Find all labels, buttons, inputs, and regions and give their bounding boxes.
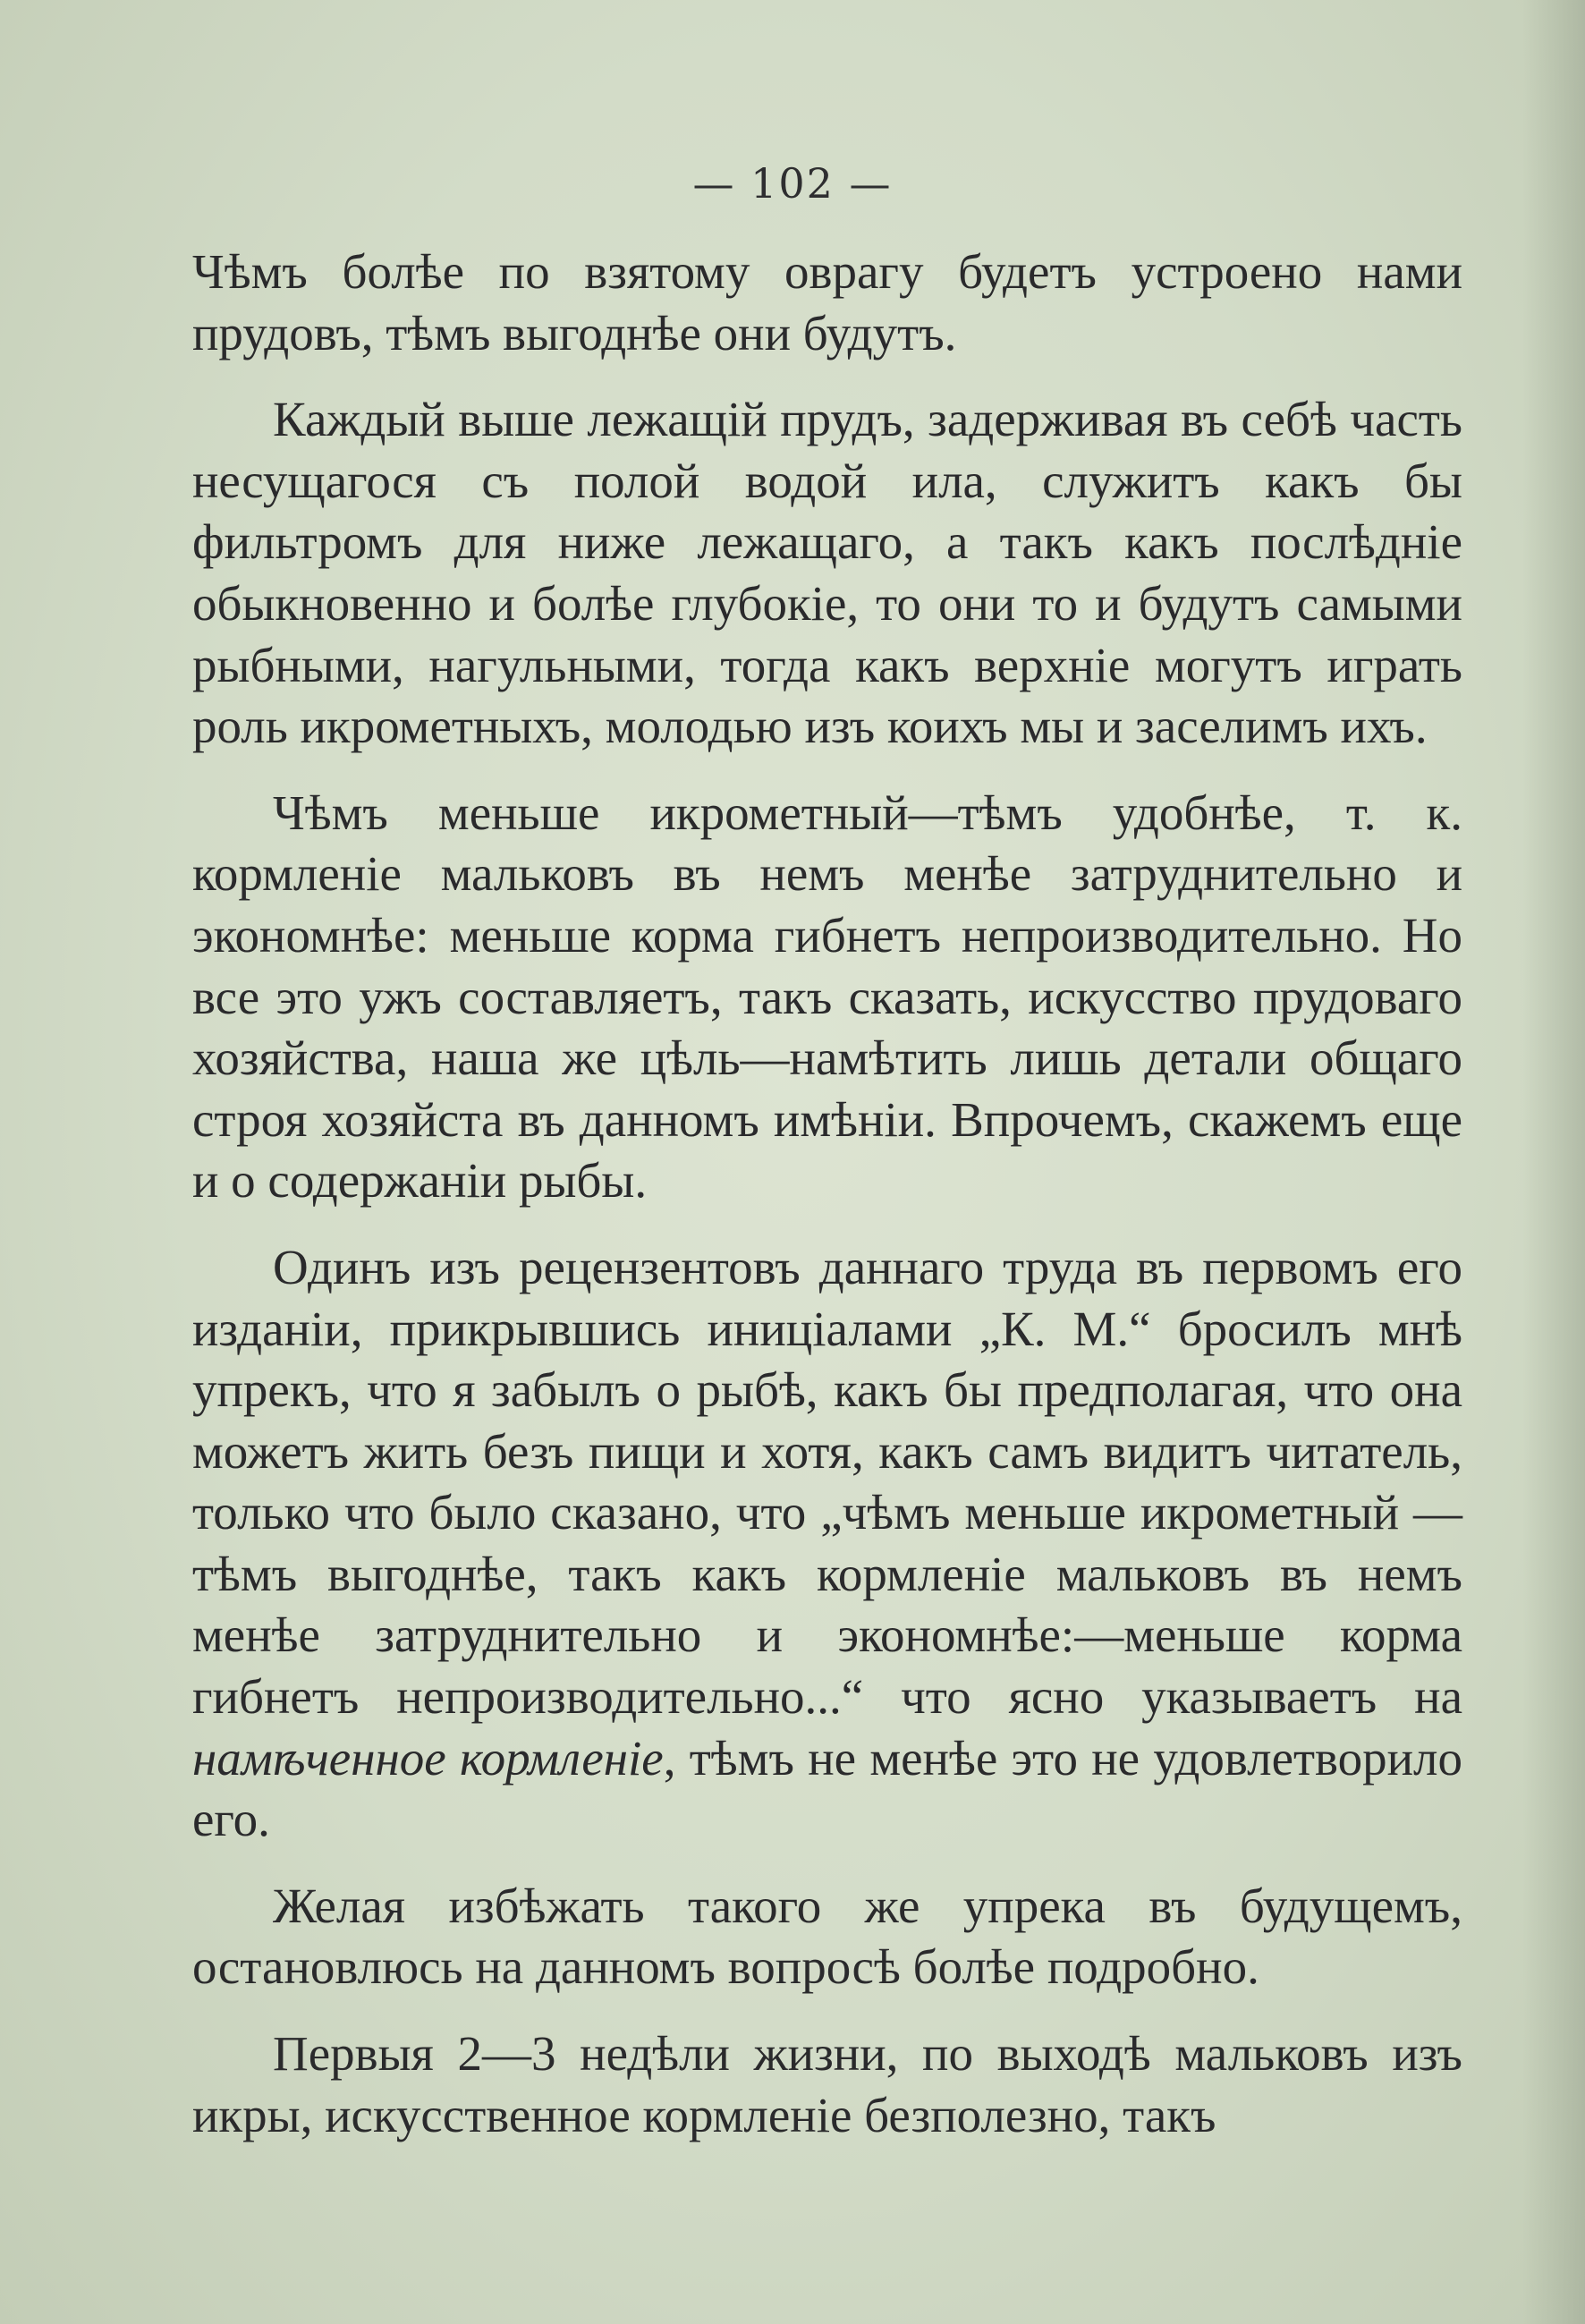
paragraph-4-italic: намѣченное кормленіе xyxy=(192,1730,664,1785)
page-number: — 102 — xyxy=(692,159,893,208)
paragraph-2: Каждый выше лежащій прудъ, задерживая въ себѣ часть несущагося съ полой водой ила, служитъ какъ бы фильтромъ для ниже лежащаго, а такъ какъ послѣдніе обыкновенно и болѣе глубокіе, то они то и будутъ самыми рыбными, нагульными, тогда какъ верхніе могутъ играть роль икрометныхъ, молодью изъ коихъ мы и заселимъ ихъ. xyxy=(192,392,1462,754)
paragraph-1: Чѣмъ болѣе по взятому оврагу будетъ устроено нами прудовъ, тѣмъ выгоднѣе они будутъ. xyxy=(192,244,1462,360)
body-text xyxy=(192,242,1462,2171)
paragraph-4-end: , тѣмъ не менѣе это не удовлетворило его. xyxy=(192,1730,1463,1847)
paragraph-3: Чѣмъ меньше икрометный—тѣмъ удобнѣе, т. к. кормленіе мальковъ въ немъ менѣе затруднительно и экономнѣе: меньше корма гибнетъ непроизводительно. Но все это ужъ составляетъ, такъ сказать, искусство прудоваго хозяйства, наша же цѣль—намѣтить лишь детали общаго строя хозяйста въ данномъ имѣніи. Впрочемъ, скажемъ еще и о содержаніи рыбы. xyxy=(192,785,1462,1209)
paragraph-4-start: Одинъ изъ рецензентовъ даннаго труда въ первомъ его изданіи, прикрывшись иниціалами „К. М.“ бросилъ мнѣ упрекъ, что я забылъ о рыбѣ, какъ бы предполагая, что она можетъ жить безъ пищи и хотя, какъ самъ видитъ читатель, только что было сказано, что „чѣмъ меньше икрометный — тѣмъ выгоднѣе, такъ какъ кормленіе мальковъ въ немъ менѣе затруднительно и экономнѣе:—меньше корма гибнетъ непроизводительно...“ что ясно указываетъ на xyxy=(192,1239,1462,1725)
paragraph-5: Желая избѣжать такого же упрека въ будущемъ, остановлюсь на данномъ вопросѣ болѣе подробно. xyxy=(192,1878,1462,1995)
page-spine-shadow xyxy=(1522,0,1585,2324)
paragraph-4 xyxy=(192,1237,1462,1851)
paragraph-6: Первыя 2—3 недѣли жизни, по выходѣ мальковъ изъ икры, искусственное кормленіе безполезно, такъ xyxy=(192,2026,1462,2142)
